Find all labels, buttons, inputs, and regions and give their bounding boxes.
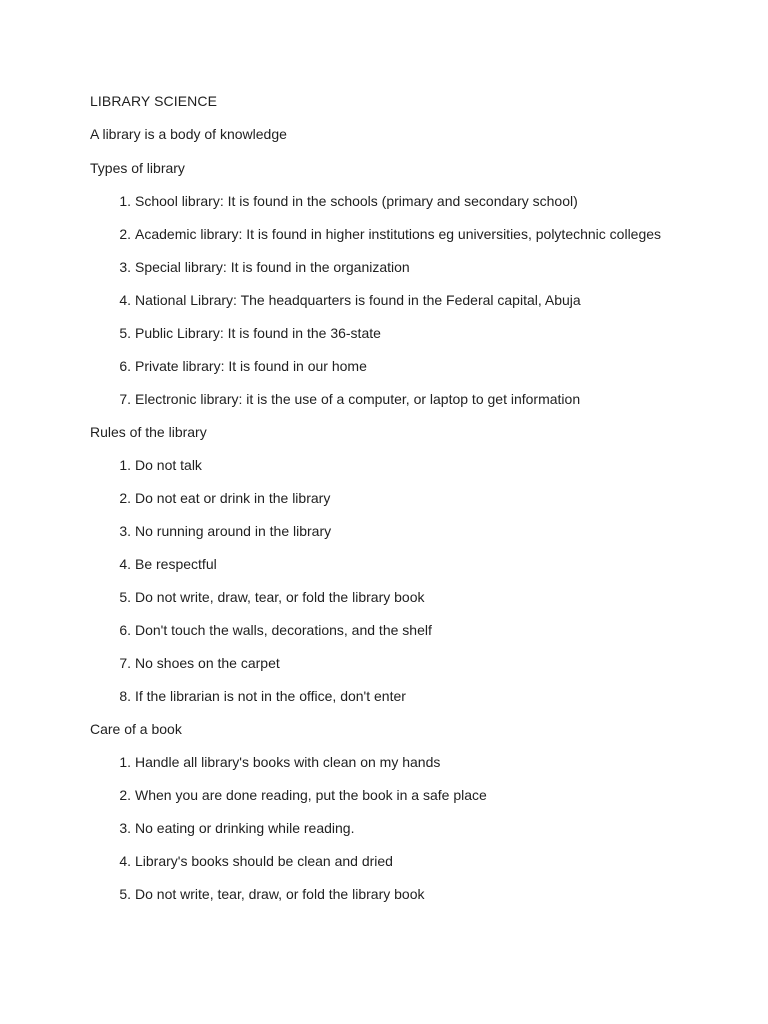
list-item-number: 4 . xyxy=(113,555,131,573)
list-item-number: 5 . xyxy=(113,324,131,342)
list-item-number: 5 . xyxy=(113,588,131,606)
list-item-number: 6 . xyxy=(113,357,131,375)
list-item xyxy=(90,786,730,804)
list-item-text: When you are done reading, put the book in a safe place xyxy=(135,787,487,803)
list-item xyxy=(90,258,730,276)
list-item-text: Private library: It is found in our home xyxy=(135,358,367,374)
list-item-number: 7 . xyxy=(113,654,131,672)
list-item-number: 1 . xyxy=(113,456,131,474)
list-item-number: 3 . xyxy=(113,522,131,540)
list-item-text: Special library: It is found in the organization xyxy=(135,259,410,275)
list-item-text: Electronic library: it is the use of a computer, or laptop to get information xyxy=(135,391,581,407)
list-item-text: Do not eat or drink in the library xyxy=(135,490,331,506)
list-item-number: 1 . xyxy=(113,753,131,771)
list-item-text: School library: It is found in the schools (primary and secondary school) xyxy=(135,193,578,209)
list-item xyxy=(90,885,730,903)
list-item-text: Be respectful xyxy=(135,556,217,572)
list-item-number: 3 . xyxy=(113,819,131,837)
list-item xyxy=(90,357,730,375)
section-heading-types: Types of library xyxy=(90,160,185,176)
list-item xyxy=(90,456,730,474)
list-item-text: National Library: The headquarters is found in the Federal capital, Abuja xyxy=(135,292,581,308)
list-item xyxy=(90,654,730,672)
list-item xyxy=(90,291,730,309)
list-item-number: 8 . xyxy=(113,687,131,705)
list-item-text: Do not write, draw, tear, or fold the library book xyxy=(135,589,425,605)
list-item-text: Academic library: It is found in higher institutions eg universities, polytechnic colleges xyxy=(135,226,662,242)
list-item xyxy=(90,192,730,210)
list-item-text: Don't touch the walls, decorations, and the shelf xyxy=(135,622,432,638)
list-item xyxy=(90,819,730,837)
list-item-number: 7 . xyxy=(113,390,131,408)
list-item xyxy=(90,687,730,705)
list-item xyxy=(90,621,730,639)
list-item-number: 2 . xyxy=(113,225,131,243)
list-item-text: Handle all library's books with clean on my hands xyxy=(135,754,441,770)
list-item-number: 5 . xyxy=(113,885,131,903)
list-item xyxy=(90,225,730,243)
document-body xyxy=(90,92,730,918)
list-item-number: 4 . xyxy=(113,291,131,309)
list-item xyxy=(90,390,730,408)
list-item-number: 4 . xyxy=(113,852,131,870)
list-item xyxy=(90,324,730,342)
intro-paragraph: A library is a body of knowledge xyxy=(90,126,287,142)
list-item-text: No shoes on the carpet xyxy=(135,655,280,671)
types-list xyxy=(90,192,730,408)
section-heading-care: Care of a book xyxy=(90,721,182,737)
list-item-number: 3 . xyxy=(113,258,131,276)
list-item-number: 1 . xyxy=(113,192,131,210)
list-item-text: Public Library: It is found in the 36-state xyxy=(135,325,381,341)
list-item xyxy=(90,852,730,870)
list-item xyxy=(90,489,730,507)
list-item-text: Library's books should be clean and dried xyxy=(135,853,393,869)
list-item-text: If the librarian is not in the office, don't enter xyxy=(135,688,406,704)
document-title: LIBRARY SCIENCE xyxy=(90,93,218,109)
list-item xyxy=(90,588,730,606)
section-heading-rules: Rules of the library xyxy=(90,424,207,440)
list-item xyxy=(90,753,730,771)
care-list xyxy=(90,753,730,903)
list-item-text: Do not talk xyxy=(135,457,202,473)
list-item-number: 2 . xyxy=(113,489,131,507)
list-item xyxy=(90,555,730,573)
list-item-text: No running around in the library xyxy=(135,523,332,539)
list-item xyxy=(90,522,730,540)
list-item-text: No eating or drinking while reading. xyxy=(135,820,355,836)
list-item-text: Do not write, tear, draw, or fold the library book xyxy=(135,886,425,902)
list-item-number: 2 . xyxy=(113,786,131,804)
list-item-number: 6 . xyxy=(113,621,131,639)
rules-list xyxy=(90,456,730,705)
